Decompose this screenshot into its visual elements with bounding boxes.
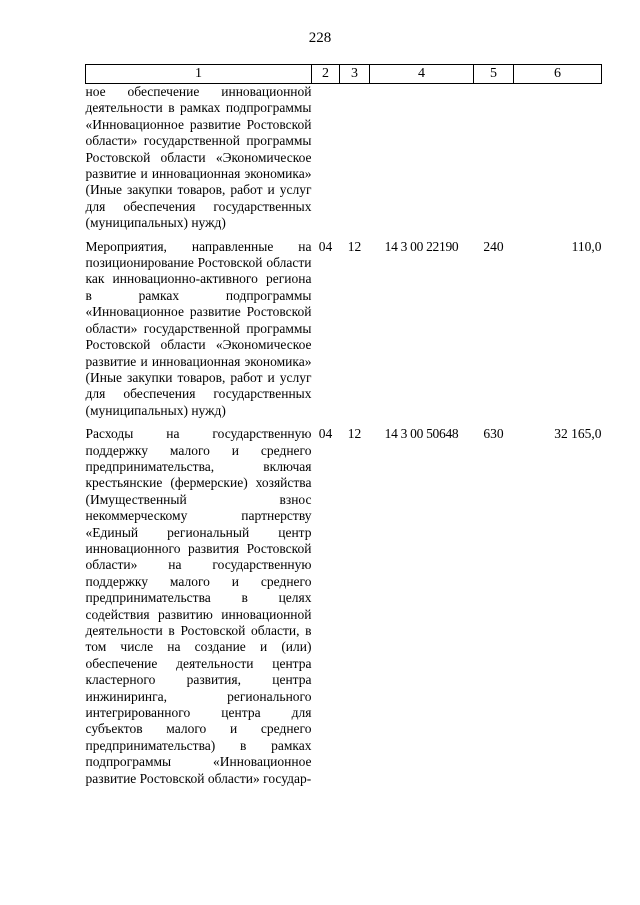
column-header-1: 1 <box>86 65 312 84</box>
row-subsection-code <box>340 84 370 232</box>
table-row <box>86 232 602 419</box>
row-amount <box>514 84 602 232</box>
table-header-row <box>86 65 602 84</box>
page-number: 228 <box>308 30 332 46</box>
budget-table <box>85 64 602 787</box>
row-section-code: 04 <box>318 238 333 254</box>
row-target-article: 14 3 00 50648 <box>384 426 459 442</box>
column-header-2: 2 <box>312 65 340 84</box>
table-row <box>86 84 602 232</box>
row-subsection-code: 12 <box>347 238 362 254</box>
row-expense-type <box>474 84 514 232</box>
row-amount: 110,0 <box>571 238 602 254</box>
row-description: ное обеспечение инновационной деятельности в рамках подпрограммы «Инновационное развитие Ростовской области» государственной программы Ростовской области «Экономическое развитие и инновационная экономика» (Иные закупки товаров, работ и услуг для обеспечения государственных (муниципальных) нужд) <box>85 84 312 231</box>
row-amount: 32 165,0 <box>554 426 602 442</box>
row-expense-type: 240 <box>483 238 504 254</box>
row-section-code: 04 <box>318 426 333 442</box>
table-row <box>86 419 602 787</box>
column-header-4: 4 <box>370 65 474 84</box>
column-header-3: 3 <box>340 65 370 84</box>
row-target-article: 14 3 00 22190 <box>384 238 459 254</box>
row-description: Мероприятия, направленные на позиционирование Ростовской области как инновационно-активного региона в рамках подпрограммы «Инновационное развитие Ростовской области» государственной программы Ростовской области «Экономическое развитие и инновационная экономика» (Иные закупки товаров, работ и услуг для обеспечения государственных (муниципальных) нужд) <box>85 238 312 418</box>
row-expense-type: 630 <box>483 426 504 442</box>
row-section-code <box>312 84 340 232</box>
column-header-6: 6 <box>514 65 602 84</box>
column-header-5: 5 <box>474 65 514 84</box>
row-description: Расходы на государственную поддержку малого и среднего предпринимательства, включая крестьянские (фермерские) хозяйства (Имущественный взнос некоммерческому партнерству «Единый региональный центр инновационного развития Ростовской области» на государственную поддержку малого и среднего предпринимательства в целях содействия развитию инновационной деятельности в Ростовской области, в том числе на создание и (или) обеспечение деятельности центра кластерного развития, центра инжиниринга, регионального интегрированного центра для субъектов малого и среднего предпринимательства) в рамках подпрограммы «Инновационное развитие Ростовской области» государ- <box>85 426 312 786</box>
row-target-article <box>370 84 474 232</box>
row-subsection-code: 12 <box>347 426 362 442</box>
